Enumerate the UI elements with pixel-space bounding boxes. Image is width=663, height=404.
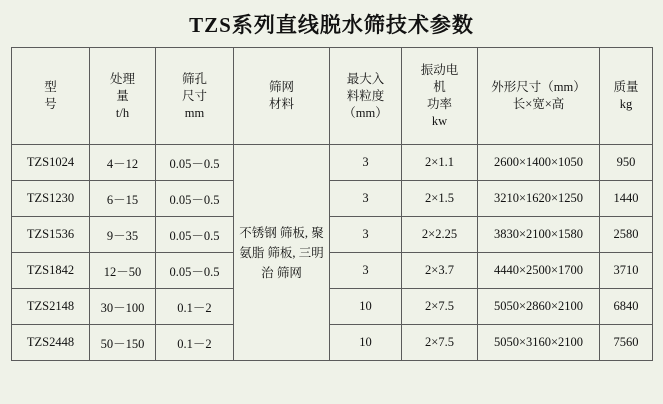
header-material-line-1: 筛网 xyxy=(268,80,294,94)
cell-model: TZS2148 xyxy=(12,289,90,325)
table-row xyxy=(12,325,653,361)
cell-dimensions: 2600×1400×1050 xyxy=(478,145,600,181)
cell-max-feed-size: 3 xyxy=(330,181,402,217)
material-line-4: 筛板, xyxy=(267,245,296,260)
material-line-3: 聚氨脂 xyxy=(239,225,324,260)
cell-capacity: 4－12 xyxy=(90,145,156,181)
cell-model: TZS1024 xyxy=(12,145,90,181)
header-dimensions xyxy=(478,48,600,145)
header-mass-line-1: 质量 xyxy=(613,80,639,94)
cell-mesh-size: 0.1－2 xyxy=(156,325,234,361)
cell-mesh-size: 0.05－0.5 xyxy=(156,145,234,181)
cell-mesh-size: 0.05－0.5 xyxy=(156,217,234,253)
cell-capacity: 9－35 xyxy=(90,217,156,253)
cell-capacity: 30－100 xyxy=(90,289,156,325)
cell-mesh-size: 0.05－0.5 xyxy=(156,253,234,289)
header-motor-line-2: 机 xyxy=(433,80,446,94)
cell-mass: 3710 xyxy=(600,253,653,289)
cell-dimensions: 5050×2860×2100 xyxy=(478,289,600,325)
cell-model: TZS1842 xyxy=(12,253,90,289)
header-model-line-2: 号 xyxy=(44,97,57,111)
cell-mass: 7560 xyxy=(600,325,653,361)
cell-dimensions: 5050×3160×2100 xyxy=(478,325,600,361)
cell-capacity: 50－150 xyxy=(90,325,156,361)
header-mass xyxy=(600,48,653,145)
cell-mass: 1440 xyxy=(600,181,653,217)
header-dimensions-line-1: 外形尺寸（mm） xyxy=(491,80,586,94)
cell-screen-material xyxy=(234,145,330,361)
header-screen-material xyxy=(234,48,330,145)
header-dimensions-line-2: 长×宽×高 xyxy=(512,97,565,111)
header-mesh-line-3: mm xyxy=(184,105,205,120)
cell-mass: 2580 xyxy=(600,217,653,253)
header-mesh-line-2: 尺寸 xyxy=(181,88,207,103)
material-line-5: 三明治 xyxy=(261,245,324,280)
page-title: TZS系列直线脱水筛技术参数 xyxy=(189,13,474,37)
cell-max-feed-size: 10 xyxy=(330,289,402,325)
header-motor-line-4: kw xyxy=(431,114,448,128)
cell-model: TZS2448 xyxy=(12,325,90,361)
cell-max-feed-size: 10 xyxy=(330,325,402,361)
table-header-row xyxy=(12,48,653,145)
cell-max-feed-size: 3 xyxy=(330,217,402,253)
material-line-2: 筛板, xyxy=(279,225,309,240)
header-motor-power xyxy=(402,48,478,145)
header-material-line-3: 材料 xyxy=(268,97,294,111)
header-motor-line-1: 振动电 xyxy=(420,63,459,77)
cell-mesh-size: 0.05－0.5 xyxy=(156,181,234,217)
header-capacity-line-1: 处理 xyxy=(109,71,135,86)
cell-mass: 950 xyxy=(600,145,653,181)
material-line-6: 筛网 xyxy=(276,265,302,280)
table-row xyxy=(12,145,653,181)
cell-motor-power: 2×1.5 xyxy=(402,181,478,217)
header-mass-line-2: kg xyxy=(619,97,633,111)
material-line-1: 不锈钢 xyxy=(239,225,277,240)
cell-max-feed-size: 3 xyxy=(330,145,402,181)
cell-motor-power: 2×7.5 xyxy=(402,289,478,325)
cell-mass: 6840 xyxy=(600,289,653,325)
header-feed-line-2: 料粒度 xyxy=(346,88,385,103)
table-container xyxy=(0,47,663,361)
header-model xyxy=(12,48,90,145)
header-mesh-line-1: 筛孔 xyxy=(181,71,207,86)
table-row xyxy=(12,289,653,325)
cell-max-feed-size: 3 xyxy=(330,253,402,289)
cell-dimensions: 4440×2500×1700 xyxy=(478,253,600,289)
header-max-feed-size xyxy=(330,48,402,145)
header-capacity-line-3: t/h xyxy=(115,105,130,120)
cell-mesh-size: 0.1－2 xyxy=(156,289,234,325)
cell-model: TZS1230 xyxy=(12,181,90,217)
cell-capacity: 6－15 xyxy=(90,181,156,217)
cell-dimensions: 3830×2100×1580 xyxy=(478,217,600,253)
cell-motor-power: 2×7.5 xyxy=(402,325,478,361)
table-row xyxy=(12,217,653,253)
cell-model: TZS1536 xyxy=(12,217,90,253)
header-model-line-1: 型 xyxy=(44,80,57,94)
cell-capacity: 12－50 xyxy=(90,253,156,289)
table-row xyxy=(12,253,653,289)
header-motor-line-3: 功率 xyxy=(426,97,452,111)
cell-dimensions: 3210×1620×1250 xyxy=(478,181,600,217)
cell-motor-power: 2×1.1 xyxy=(402,145,478,181)
cell-motor-power: 2×2.25 xyxy=(402,217,478,253)
specification-table xyxy=(11,47,653,361)
header-feed-line-3: （mm） xyxy=(343,105,388,120)
header-capacity-line-2: 量 xyxy=(116,88,129,103)
table-row xyxy=(12,181,653,217)
header-capacity xyxy=(90,48,156,145)
cell-motor-power: 2×3.7 xyxy=(402,253,478,289)
header-feed-line-1: 最大入 xyxy=(346,71,385,86)
header-mesh-size xyxy=(156,48,234,145)
